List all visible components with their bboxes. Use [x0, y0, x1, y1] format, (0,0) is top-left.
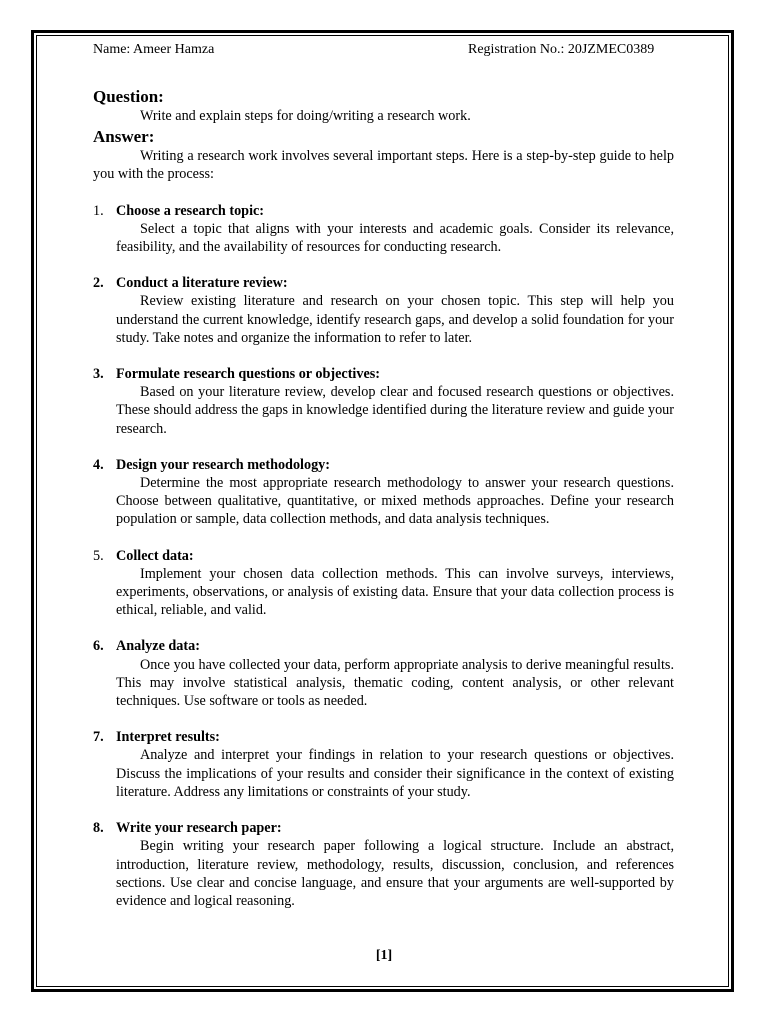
- list-item: [93, 274, 674, 347]
- list-item: [93, 365, 674, 438]
- step-number: 2.: [93, 275, 104, 292]
- step-body: Begin writing your research paper following a logical structure. Include an abstract, introduction, literature review, methodology, results, discussion, conclusion, and references sections. Use clear and concise language, and ensure that your arguments are well-supported by evidence and logical reasoning.: [116, 838, 674, 909]
- list-item: [93, 637, 674, 710]
- step-title: Choose a research topic:: [116, 202, 265, 219]
- step-body: Once you have collected your data, perform appropriate analysis to derive meaningful results. This may involve statistical analysis, thematic coding, content analysis, or other relevant techniques. Use software or tools as needed.: [116, 656, 674, 710]
- list-item: [93, 819, 674, 910]
- step-body: Determine the most appropriate research methodology to answer your research questions. Choose between qualitative, quantitative, or mixed methods approaches. Define your research population or sample, data collection methods, and data analysis techniques.: [116, 475, 674, 528]
- step-title: Formulate research questions or objectives:: [116, 366, 380, 383]
- step-title: Conduct a literature review:: [116, 275, 288, 292]
- registration-number: Registration No.: 20JZMEC0389: [468, 42, 655, 57]
- list-item: [93, 202, 674, 257]
- student-name: Name: Ameer Hamza: [93, 42, 215, 57]
- page-number: [1]: [375, 948, 393, 963]
- answer-heading: Answer:: [93, 127, 155, 147]
- answer-intro: Writing a research work involves several important steps. Here is a step-by-step guide to help you with the process:: [93, 148, 674, 183]
- steps-list: [93, 202, 674, 911]
- step-title: Interpret results:: [116, 729, 220, 746]
- step-title: Analyze data:: [116, 638, 200, 655]
- step-title: Design your research methodology:: [116, 456, 330, 473]
- step-number: 3.: [93, 366, 104, 383]
- question-heading: Question:: [93, 87, 164, 106]
- step-body: Review existing literature and research on your chosen topic. This step will help you understand the current knowledge, identify research gaps, and develop a solid foundation for your study. Take notes and organize the information to refer to later.: [116, 293, 674, 346]
- step-body: Based on your literature review, develop clear and focused research questions or objectives. These should address the gaps in knowledge identified during the literature review and guide your research.: [116, 384, 674, 437]
- list-item: [93, 728, 674, 801]
- list-item: [93, 547, 674, 620]
- step-number: 8.: [93, 820, 104, 837]
- step-body: Implement your chosen data collection methods. This can involve surveys, interviews, experiments, observations, or analysis of existing data. Ensure that your data collection process is ethical, reliable, and valid.: [116, 565, 674, 619]
- step-number: 4.: [93, 456, 104, 473]
- step-number: 7.: [93, 729, 104, 746]
- list-item: [93, 456, 674, 529]
- step-number: 6.: [93, 638, 104, 655]
- step-number: 5.: [93, 547, 104, 564]
- step-body: Select a topic that aligns with your interests and academic goals. Consider its relevance, feasibility, and the availability of resources for conducting research.: [116, 220, 674, 256]
- step-number: 1.: [93, 202, 104, 219]
- step-title: Write your research paper:: [116, 820, 282, 837]
- step-body: Analyze and interpret your findings in relation to your research questions or objectives. Discuss the implications of your results and consider their significance in the context of existing literature. Address any limitations or constraints of your study.: [116, 747, 674, 800]
- document-body: [93, 86, 674, 928]
- question-text: Write and explain steps for doing/writing a research work.: [140, 108, 471, 124]
- step-title: Collect data:: [116, 547, 194, 564]
